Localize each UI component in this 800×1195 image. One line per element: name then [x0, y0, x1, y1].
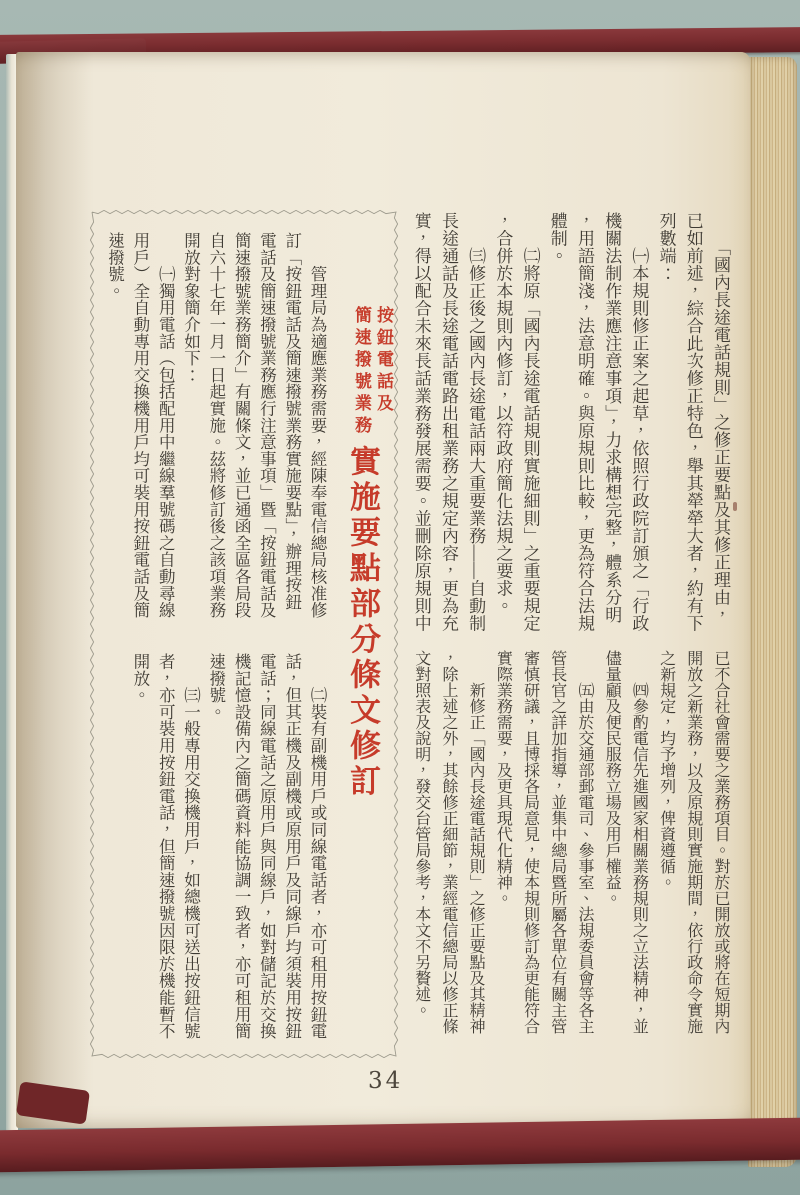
text-column: 簡速撥號業務 [352, 306, 371, 438]
boxed-article [90, 210, 398, 1058]
text-column: 速撥號。 [206, 653, 226, 721]
gutter-shadow [16, 52, 94, 1128]
text-column: 開放。 [130, 653, 150, 704]
text-column: ㈢修正後之國內長途電話兩大重要業務——自動制 [466, 212, 486, 632]
article-right-lower-band [408, 650, 734, 1060]
text-column: 實際業務需要，及更具現代化精神。 [494, 650, 512, 906]
text-column: 文對照表及說明，發交台管局參考，本文不另贅述。 [412, 650, 430, 1018]
ink-speck [733, 502, 737, 511]
text-column: 審慎研議，且博採各局意見，使本規則修訂為更能符合 [521, 650, 539, 1034]
text-column: ㈢一般專用交換機用戶，如總機可送出按鈕信號 [181, 653, 201, 1040]
text-column: ㈠本規則修正案之起草，依照行政院訂頒之「行政 [629, 212, 649, 632]
text-column: 自六十七年一月一日起實施。茲將修訂後之該項業務 [206, 232, 226, 619]
text-column: 按鈕電話及 [374, 306, 393, 416]
text-column: ㈤由於交通部郵電司、參事室、法規委員會等各主 [575, 650, 593, 1034]
page-number: 34 [368, 1068, 404, 1094]
article-left-upper-band [102, 232, 330, 640]
article-right-upper-band [408, 212, 734, 648]
text-column: 開放之新業務，以及原規則實施期間，依行政命令實施 [684, 650, 702, 1034]
text-column: 儘量顧及便民服務立場及用戶權益。 [603, 650, 621, 906]
text-column: 已如前述，綜合此次修正特色，舉其犖犖大者，約有下 [683, 212, 703, 632]
article-left-lower-band [102, 653, 330, 1055]
article-title-large: 實施要點部分條文修訂 [345, 445, 380, 800]
text-column: 管理局為適應業務需要，經陳奉電信總局核准修 [308, 232, 327, 619]
text-column: 實，得以配合未來長話業務發展需要。並刪除原規則中 [411, 212, 431, 632]
text-column: 電話及簡速撥號業務應行注意事項」暨「按鈕電話及 [257, 232, 277, 619]
text-column: 體制。 [547, 212, 567, 265]
text-column: 機記憶設備內之簡碼資料能協調一致者，亦可租用簡 [232, 653, 252, 1040]
text-column: ㈡裝有副機用戶或同線電話者，亦可租用按鈕電 [308, 653, 327, 1040]
text-column: 簡速撥號業務簡介」有關條文，並已通函全區各局段 [232, 232, 252, 619]
text-column: 者，亦可裝用按鈕電話，但簡速撥號因限於機能暫不 [156, 653, 176, 1040]
text-column: 開放對象簡介如下： [181, 232, 201, 384]
page-stack-fore-edge [748, 57, 797, 1167]
text-column: ㈠獨用電話（包括配用中繼線羣號碼之自動尋線 [156, 232, 176, 619]
text-column: ㈡將原「國內長途電話規則實施細則」之重要規定 [520, 212, 540, 632]
text-column: 長途通話及長途電話電路出租業務之規定內容，更為充 [438, 212, 458, 632]
text-column: 訂「按鈕電話及簡速撥號業務實施要點」，辦理按鈕 [282, 232, 302, 611]
text-column: 機關法制作業應注意事項」，力求構想完整，體系分明 [602, 212, 622, 624]
text-column: 速撥號。 [105, 232, 125, 300]
text-column: 已不合社會需要之業務項目。對於已開放或將在短期內 [712, 650, 729, 1034]
text-column: 話，但其正機及副機或原用戶及同線戶均須裝用按鈕 [282, 653, 302, 1040]
text-column: 「國內長途電話規則」之修正要點及其修正理由， [711, 212, 730, 624]
text-column: 電話；同線電話之原用戶與同線戶，如對儲記於交換 [257, 653, 277, 1040]
text-column: 新修正「國內長途電話規則」之修正要點及其精神 [467, 650, 485, 1034]
text-column: ，合併於本規則內修訂，以符政府簡化法規之要求。 [493, 212, 513, 615]
article-title-small [350, 306, 394, 438]
text-column: 列數端： [656, 212, 676, 282]
text-column: 管長官之詳加指導，並集中總局暨所屬各單位有關主管 [548, 650, 566, 1034]
text-column: 用戶）全自動專用交換機用戶均可裝用按鈕電話及簡 [130, 232, 150, 619]
text-column: ，除上述之外，其餘修正細節，業經電信總局以修正條 [439, 650, 457, 1034]
text-column: ，用語簡淺，法意明確。與原規則比較，更為符合法規 [574, 212, 594, 632]
text-column: 之新規定，均予增列，俾資遵循。 [657, 650, 675, 890]
text-column: ㈣參酌電信先進國家相關業務規則之立法精神，並 [630, 650, 648, 1034]
